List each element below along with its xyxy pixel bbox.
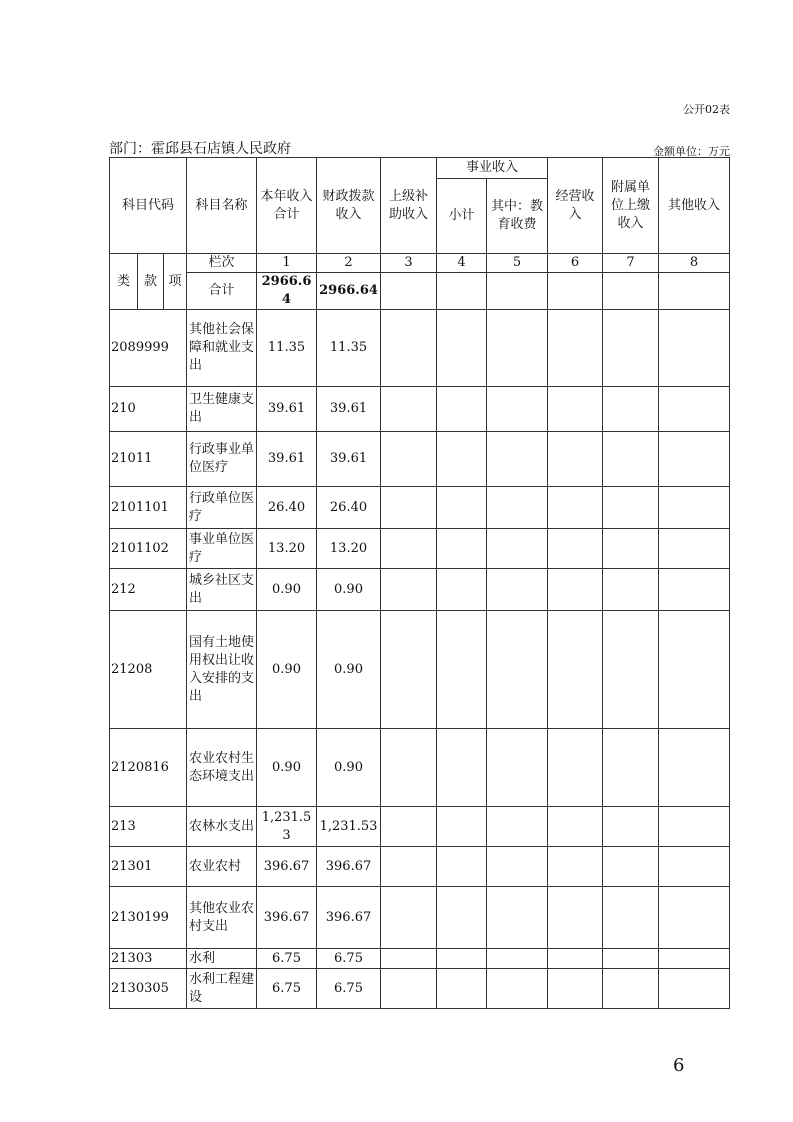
- amount-cell: [487, 949, 548, 969]
- amount-cell: [437, 487, 487, 529]
- amount-cell: [659, 807, 730, 847]
- subject-name: 事业单位医疗: [187, 529, 257, 569]
- header-other: 其他收入: [659, 158, 730, 254]
- amount-cell: [487, 432, 548, 487]
- amount-cell: [548, 432, 603, 487]
- amount-cell: [437, 807, 487, 847]
- subject-name: 水利: [187, 949, 257, 969]
- amount-cell: [487, 487, 548, 529]
- amount-cell: 0.90: [317, 569, 381, 611]
- column-number: 2: [317, 254, 381, 273]
- header-code: 科目代码: [110, 158, 187, 254]
- amount-cell: [659, 529, 730, 569]
- subject-name: 其他社会保障和就业支出: [187, 310, 257, 387]
- amount-cell: [437, 949, 487, 969]
- column-number: 1: [257, 254, 317, 273]
- sum-value: [548, 273, 603, 310]
- amount-cell: [381, 887, 437, 949]
- amount-cell: [487, 729, 548, 807]
- amount-cell: [437, 310, 487, 387]
- header-fiscal: 财政拨款收入: [317, 158, 381, 254]
- table-row: [110, 969, 730, 1009]
- amount-cell: 13.20: [317, 529, 381, 569]
- subject-name: 卫生健康支出: [187, 387, 257, 432]
- amount-cell: [381, 969, 437, 1009]
- subject-code: 21208: [110, 611, 187, 729]
- amount-cell: 26.40: [257, 487, 317, 529]
- amount-cell: [603, 529, 659, 569]
- amount-cell: 26.40: [317, 487, 381, 529]
- amount-cell: 0.90: [257, 611, 317, 729]
- amount-cell: [659, 611, 730, 729]
- amount-cell: [548, 729, 603, 807]
- amount-cell: 0.90: [317, 611, 381, 729]
- amount-cell: [381, 529, 437, 569]
- sum-value: [487, 273, 548, 310]
- subject-code: 2120816: [110, 729, 187, 807]
- table-row: [110, 729, 730, 807]
- subject-code: 2101102: [110, 529, 187, 569]
- amount-cell: [548, 949, 603, 969]
- header-lei: 类: [110, 254, 138, 310]
- amount-cell: [487, 529, 548, 569]
- sum-value: 2966.64: [317, 273, 381, 310]
- amount-cell: [487, 969, 548, 1009]
- amount-cell: 39.61: [317, 387, 381, 432]
- subject-name: 城乡社区支出: [187, 569, 257, 611]
- amount-cell: [603, 887, 659, 949]
- amount-unit: 金额单位：万元: [653, 145, 730, 158]
- column-number: 4: [437, 254, 487, 273]
- table-row: [110, 949, 730, 969]
- amount-cell: [437, 387, 487, 432]
- amount-cell: [381, 487, 437, 529]
- amount-cell: [548, 529, 603, 569]
- amount-cell: 39.61: [317, 432, 381, 487]
- amount-cell: [381, 807, 437, 847]
- subject-name: 国有土地使用权出让收入安排的支出: [187, 611, 257, 729]
- amount-cell: [548, 847, 603, 887]
- header-xiang: 项: [164, 254, 187, 310]
- subject-code: 21011: [110, 432, 187, 487]
- subject-code: 212: [110, 569, 187, 611]
- amount-cell: [437, 729, 487, 807]
- subject-code: 2101101: [110, 487, 187, 529]
- form-number: 公开02表: [683, 103, 730, 116]
- amount-cell: [603, 729, 659, 807]
- amount-cell: [381, 387, 437, 432]
- amount-cell: [659, 487, 730, 529]
- amount-cell: 0.90: [257, 729, 317, 807]
- amount-cell: [437, 529, 487, 569]
- subject-name: 行政事业单位医疗: [187, 432, 257, 487]
- amount-cell: 396.67: [257, 847, 317, 887]
- amount-cell: 1,231.53: [257, 807, 317, 847]
- table-row: [110, 807, 730, 847]
- table-row: [110, 569, 730, 611]
- subject-code: 210: [110, 387, 187, 432]
- amount-cell: [487, 611, 548, 729]
- amount-cell: [487, 807, 548, 847]
- amount-cell: [603, 949, 659, 969]
- subject-name: 农业农村生态环境支出: [187, 729, 257, 807]
- amount-cell: [437, 887, 487, 949]
- table-row: [110, 847, 730, 887]
- header-name: 科目名称: [187, 158, 257, 254]
- sum-label: 合计: [187, 273, 257, 310]
- column-number: 5: [487, 254, 548, 273]
- amount-cell: [603, 432, 659, 487]
- amount-cell: [659, 949, 730, 969]
- header-kuan: 款: [138, 254, 164, 310]
- amount-cell: [659, 569, 730, 611]
- subject-code: 2130199: [110, 887, 187, 949]
- amount-cell: [437, 611, 487, 729]
- amount-cell: [659, 729, 730, 807]
- amount-cell: [381, 432, 437, 487]
- subject-name: 行政单位医疗: [187, 487, 257, 529]
- amount-cell: [603, 807, 659, 847]
- amount-cell: 1,231.53: [317, 807, 381, 847]
- subject-name: 水利工程建设: [187, 969, 257, 1009]
- table-row: [110, 310, 730, 387]
- header-affiliated: 附属单位上缴收入: [603, 158, 659, 254]
- amount-cell: [659, 310, 730, 387]
- amount-cell: [659, 432, 730, 487]
- amount-cell: 6.75: [317, 949, 381, 969]
- column-number: 3: [381, 254, 437, 273]
- amount-cell: 0.90: [257, 569, 317, 611]
- amount-cell: 6.75: [257, 949, 317, 969]
- header-business-group: 事业收入: [437, 158, 548, 179]
- table-row: [110, 529, 730, 569]
- amount-cell: 396.67: [257, 887, 317, 949]
- subject-code: 2089999: [110, 310, 187, 387]
- header-subtotal: 小计: [437, 179, 487, 254]
- amount-cell: [548, 569, 603, 611]
- amount-cell: [603, 969, 659, 1009]
- amount-cell: 13.20: [257, 529, 317, 569]
- header-total: 本年收入合计: [257, 158, 317, 254]
- column-order-label: 栏次: [187, 254, 257, 273]
- amount-cell: [548, 387, 603, 432]
- amount-cell: 6.75: [317, 969, 381, 1009]
- amount-cell: [487, 887, 548, 949]
- header-education: 其中：教育收费: [487, 179, 548, 254]
- income-table: [109, 157, 730, 1009]
- amount-cell: [659, 387, 730, 432]
- amount-cell: 6.75: [257, 969, 317, 1009]
- amount-cell: [548, 310, 603, 387]
- amount-cell: [437, 432, 487, 487]
- sum-value: 2966.64: [257, 273, 317, 310]
- column-number: 8: [659, 254, 730, 273]
- table-row: [110, 487, 730, 529]
- amount-cell: [603, 611, 659, 729]
- amount-cell: [381, 729, 437, 807]
- amount-cell: [487, 847, 548, 887]
- table-row: [110, 432, 730, 487]
- amount-cell: [603, 310, 659, 387]
- amount-cell: [381, 310, 437, 387]
- amount-cell: [437, 969, 487, 1009]
- amount-cell: 39.61: [257, 387, 317, 432]
- amount-cell: [437, 847, 487, 887]
- amount-cell: [487, 387, 548, 432]
- amount-cell: [381, 569, 437, 611]
- header-operating: 经营收入: [548, 158, 603, 254]
- amount-cell: [548, 807, 603, 847]
- amount-cell: [548, 487, 603, 529]
- column-number: 6: [548, 254, 603, 273]
- amount-cell: [603, 387, 659, 432]
- table-row: [110, 611, 730, 729]
- subject-code: 2130305: [110, 969, 187, 1009]
- amount-cell: 396.67: [317, 847, 381, 887]
- amount-cell: [437, 569, 487, 611]
- amount-cell: [659, 887, 730, 949]
- amount-cell: 396.67: [317, 887, 381, 949]
- sum-value: [437, 273, 487, 310]
- amount-cell: [381, 847, 437, 887]
- subject-name: 其他农业农村支出: [187, 887, 257, 949]
- amount-cell: [487, 310, 548, 387]
- subject-code: 213: [110, 807, 187, 847]
- page-number: 6: [673, 1055, 685, 1076]
- subject-name: 农林水支出: [187, 807, 257, 847]
- subject-code: 21303: [110, 949, 187, 969]
- amount-cell: [603, 847, 659, 887]
- column-number: 7: [603, 254, 659, 273]
- amount-cell: [603, 487, 659, 529]
- department-label: 部门：霍邱县石店镇人民政府: [109, 141, 291, 157]
- amount-cell: [548, 887, 603, 949]
- amount-cell: [603, 569, 659, 611]
- amount-cell: [659, 847, 730, 887]
- amount-cell: 0.90: [317, 729, 381, 807]
- header-superior: 上级补助收入: [381, 158, 437, 254]
- subject-code: 21301: [110, 847, 187, 887]
- amount-cell: [381, 949, 437, 969]
- amount-cell: [487, 569, 548, 611]
- amount-cell: [548, 969, 603, 1009]
- amount-cell: [381, 611, 437, 729]
- amount-cell: 11.35: [317, 310, 381, 387]
- amount-cell: 39.61: [257, 432, 317, 487]
- amount-cell: [548, 611, 603, 729]
- sum-value: [603, 273, 659, 310]
- table-row: [110, 887, 730, 949]
- table-row: [110, 387, 730, 432]
- sum-value: [381, 273, 437, 310]
- subject-name: 农业农村: [187, 847, 257, 887]
- amount-cell: 11.35: [257, 310, 317, 387]
- sum-value: [659, 273, 730, 310]
- amount-cell: [659, 969, 730, 1009]
